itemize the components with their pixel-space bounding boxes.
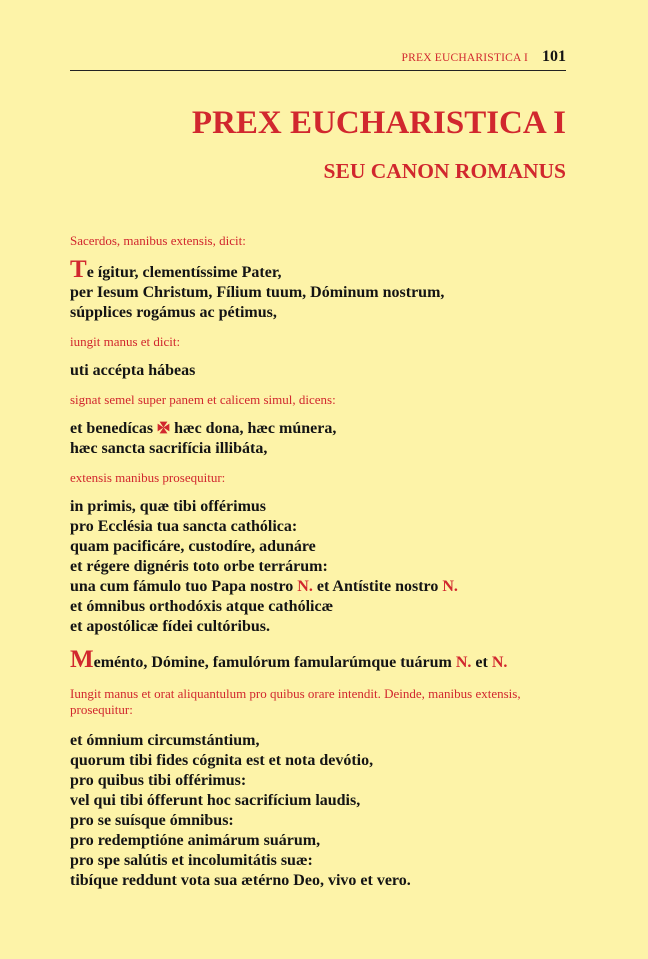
name-placeholder: N.: [455, 654, 472, 671]
line-text: et: [475, 654, 488, 671]
maltese-cross-icon: [157, 421, 170, 434]
page-subtitle: SEU CANON ROMANUS: [323, 159, 566, 183]
line: [70, 646, 570, 673]
rubric-3: signat semel super panem et calicem simul, dicens:: [70, 392, 336, 407]
line-text: una cum fámulo tuo Papa nostro: [70, 578, 294, 595]
paragraph-5: [70, 646, 570, 673]
rubric-5: Iungit manus et orat aliquantulum pro quibus orare intendit. Deinde, manibus extensis, prosequitur:: [70, 686, 521, 717]
line: quam pacificáre, custodíre, adunáre: [70, 538, 316, 555]
line: pro quibus tibi offérimus:: [70, 772, 247, 789]
running-head: [70, 48, 566, 71]
page-title: PREX EUCHARISTICA I: [191, 105, 566, 141]
line: per Iesum Christum, Fílium tuum, Dóminum nostrum,: [70, 284, 445, 301]
line: [70, 419, 570, 439]
line-text: et Antístite nostro: [316, 578, 439, 595]
page-number: 101: [542, 48, 566, 65]
paragraph-6: [70, 731, 570, 891]
line: et régere dignéris toto orbe terrárum:: [70, 558, 328, 575]
line: pro spe salútis et incolumitátis suæ:: [70, 852, 313, 869]
prayer-text: [70, 233, 570, 891]
rubric-4: extensis manibus prosequitur:: [70, 470, 226, 485]
line: súpplices rogámus ac pétimus,: [70, 304, 277, 321]
line: uti accépta hábeas: [70, 362, 196, 379]
line: quorum tibi fides cógnita est et nota devótio,: [70, 752, 374, 769]
name-placeholder: N.: [442, 578, 458, 595]
paragraph-3: [70, 419, 570, 459]
line-text: e ígitur, clementíssime Pater,: [86, 264, 282, 281]
paragraph-4: [70, 497, 570, 637]
line: et ómnium circumstántium,: [70, 732, 260, 749]
line: [70, 577, 570, 597]
line-text: eménto, Dómine, famulórum famularúmque tuárum: [93, 654, 452, 671]
paragraph-2: [70, 361, 570, 381]
drop-cap: M: [70, 646, 94, 673]
line: vel qui tibi ófferunt hoc sacrifícium laudis,: [70, 792, 361, 809]
line: pro Ecclésia tua sancta cathólica:: [70, 518, 298, 535]
rubric-1: Sacerdos, manibus extensis, dicit:: [70, 233, 246, 248]
line: tibíque reddunt vota sua ætérno Deo, vivo et vero.: [70, 872, 411, 889]
drop-cap: T: [70, 256, 87, 283]
line: pro se suísque ómnibus:: [70, 812, 234, 829]
running-title: PREX EUCHARISTICA I: [401, 52, 528, 64]
line-text: hæc dona, hæc múnera,: [174, 420, 337, 437]
line-text: et benedícas: [70, 420, 154, 437]
line: pro redemptióne animárum suárum,: [70, 832, 321, 849]
rubric-2: iungit manus et dicit:: [70, 334, 181, 349]
line: [70, 256, 570, 283]
line: et ómnibus orthodóxis atque cathólicæ: [70, 598, 334, 615]
name-placeholder: N.: [491, 654, 508, 671]
name-placeholder: N.: [297, 578, 313, 595]
line: in primis, quæ tibi offérimus: [70, 498, 267, 515]
line: hæc sancta sacrifícia illibáta,: [70, 440, 268, 457]
paragraph-1: [70, 256, 570, 323]
line: et apostólicæ fídei cultóribus.: [70, 618, 270, 635]
